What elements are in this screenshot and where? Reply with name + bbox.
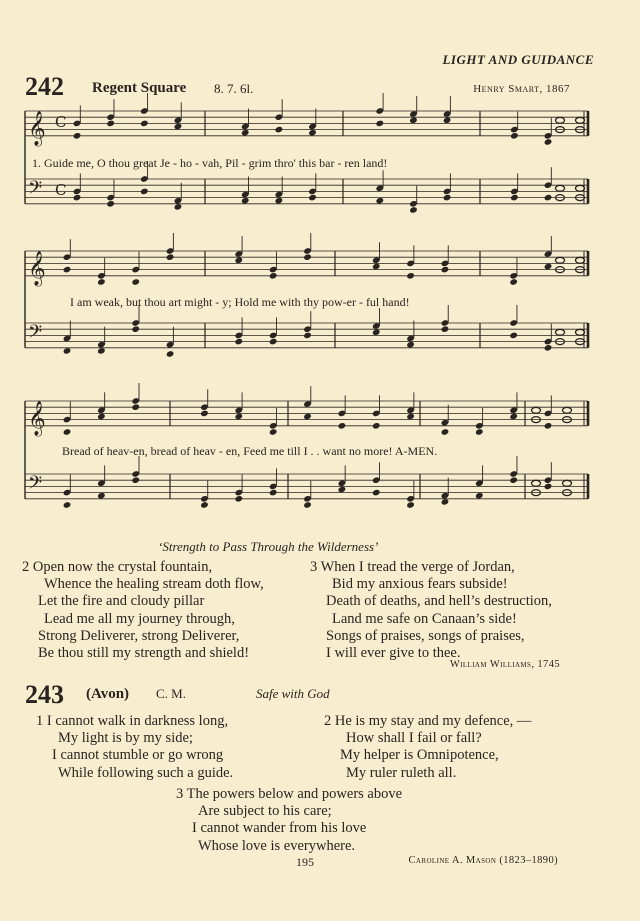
lyric-line-1: 1. Guide me, O thou great Je - ho - vah, Pil - grim thro' this bar - ren land!	[32, 156, 388, 170]
verse-line: Strong Deliverer, strong Deliverer,	[38, 627, 240, 644]
half-note-head	[576, 117, 585, 123]
verse-line: Let the fire and cloudy pillar	[38, 593, 205, 610]
note-head	[303, 253, 312, 261]
note-head	[372, 489, 381, 497]
note-head	[131, 325, 140, 333]
note-head	[166, 253, 175, 261]
note-head	[510, 132, 519, 140]
note-head	[372, 263, 381, 271]
note-head	[275, 197, 284, 205]
verse-line: Are subject to his care;	[198, 803, 332, 820]
verse-243-2	[324, 713, 531, 782]
section-title: LIGHT AND GUIDANCE	[442, 52, 594, 67]
treble-clef-icon: 𝄞	[28, 250, 46, 286]
meter-242: 8. 7. 6l.	[214, 81, 254, 96]
note-head	[63, 347, 72, 355]
note-head	[375, 197, 384, 205]
note-head	[372, 422, 381, 430]
verse-line: Bid my anxious fears subside!	[332, 576, 508, 593]
note-head	[241, 197, 250, 205]
verse-line: Death of deaths, and hell’s destruction,	[326, 593, 552, 610]
bass-clef-icon: 𝄢	[28, 322, 43, 347]
verse-line: 1 I cannot walk in darkness long,	[36, 713, 229, 729]
note-head	[303, 501, 312, 509]
note-head	[406, 413, 415, 421]
note-head	[269, 272, 278, 280]
note-head	[234, 495, 243, 503]
verse-243-3	[176, 786, 402, 855]
note-head	[234, 338, 243, 346]
verse-line: 3 The powers below and powers above	[176, 786, 403, 802]
note-head	[544, 344, 553, 352]
note-head	[131, 278, 140, 286]
half-note-head	[532, 480, 541, 486]
note-head	[406, 272, 415, 280]
tune-name-242: Regent Square	[92, 80, 187, 96]
note-head	[441, 428, 450, 436]
verse-line: Songs of praises, songs of praises,	[326, 627, 525, 644]
note-head	[443, 117, 452, 125]
note-head	[174, 123, 183, 131]
note-head	[174, 203, 183, 211]
bass-clef-icon: 𝄢	[28, 178, 43, 203]
note-head	[275, 126, 284, 134]
note-head	[375, 120, 384, 128]
verse-line: My helper is Omnipotence,	[340, 747, 499, 764]
note-head	[409, 117, 418, 125]
note-head	[308, 194, 317, 202]
note-head	[443, 194, 452, 202]
note-head	[544, 263, 553, 271]
verse-line: How shall I fail or fall?	[346, 730, 482, 747]
treble-clef-icon: 𝄞	[28, 110, 46, 146]
author-242: William Williams, 1745	[449, 659, 560, 670]
verse-line: Whose love is everywhere.	[198, 837, 356, 854]
note-head	[97, 492, 106, 500]
note-head	[63, 266, 72, 274]
half-note-head	[576, 329, 585, 335]
note-head	[544, 138, 553, 146]
note-head	[509, 413, 518, 421]
note-head	[97, 413, 106, 421]
note-head	[241, 129, 250, 137]
note-head	[510, 194, 519, 202]
hymn-242-subtitle: ‘Strength to Pass Through the Wilderness’	[158, 539, 379, 554]
note-head	[234, 413, 243, 421]
note-head	[372, 329, 381, 337]
verse-line: 2 Open now the crystal fountain,	[22, 559, 213, 575]
note-head	[140, 120, 149, 128]
verse-line: Be thou still my strength and shield!	[38, 645, 250, 662]
note-head	[73, 132, 82, 140]
hymn-243-subtitle: Safe with God	[256, 686, 330, 701]
verse-line: Land me safe on Canaan’s side!	[332, 610, 517, 627]
note-head	[441, 325, 450, 333]
verse-line: I cannot wander from his love	[192, 820, 367, 837]
note-head	[269, 428, 278, 436]
note-head	[441, 266, 450, 274]
note-head	[97, 278, 106, 286]
author-243: Caroline A. Mason (1823–1890)	[408, 855, 558, 866]
note-head	[303, 413, 312, 421]
note-head	[338, 486, 347, 494]
note-head	[131, 476, 140, 484]
bass-clef-icon: 𝄢	[28, 473, 43, 498]
note-head	[441, 498, 450, 506]
verse-line: 3 When I tread the verge of Jordan,	[310, 559, 515, 575]
note-head	[406, 341, 415, 349]
lyric-line-2: I am weak, but thou art might - y; Hold me with thy pow-er - ful hand!	[70, 295, 410, 309]
verse-line: My light is by my side;	[58, 730, 193, 747]
note-head	[509, 476, 518, 484]
note-head	[406, 501, 415, 509]
verse-242-3	[310, 559, 552, 662]
note-head	[544, 483, 553, 491]
composer-242: Henry Smart, 1867	[473, 83, 570, 95]
half-note-head	[563, 480, 572, 486]
note-head	[308, 129, 317, 137]
note-head	[509, 332, 518, 340]
verse-242-2	[22, 559, 264, 662]
page-number: 195	[296, 855, 314, 869]
half-note-head	[556, 257, 565, 263]
note-head	[166, 350, 175, 358]
verse-243-1	[36, 713, 233, 782]
lyric-line-3: Bread of heav-en, bread of heav - en, Feed me till I . . want no more! A-MEN.	[62, 444, 438, 458]
verse-line: I cannot stumble or go wrong	[52, 747, 224, 764]
meter-243: C. M.	[156, 686, 186, 701]
note-head	[544, 422, 553, 430]
half-note-head	[556, 329, 565, 335]
tune-name-243: (Avon)	[86, 686, 130, 702]
note-head	[338, 422, 347, 430]
verse-line: My ruler ruleth all.	[346, 764, 457, 781]
note-head	[131, 403, 140, 411]
time-signature: C	[55, 181, 67, 199]
note-head	[303, 332, 312, 340]
note-head	[409, 206, 418, 214]
time-signature: C	[55, 113, 67, 131]
verse-line: I will ever give to thee.	[326, 645, 461, 662]
verse-line: 2 He is my stay and my defence, —	[324, 713, 532, 729]
half-note-head	[576, 185, 585, 191]
note-head	[269, 489, 278, 497]
verse-line: Whence the healing stream doth flow,	[44, 576, 264, 593]
half-note-head	[556, 185, 565, 191]
treble-clef-icon: 𝄞	[28, 400, 46, 436]
note-head	[63, 501, 72, 509]
half-note-head	[556, 117, 565, 123]
note-head	[200, 501, 209, 509]
note-head	[73, 194, 82, 202]
half-note-head	[576, 257, 585, 263]
note-head	[269, 338, 278, 346]
note-head	[106, 120, 115, 128]
note-head	[97, 347, 106, 355]
note-head	[234, 257, 243, 265]
note-head	[475, 428, 484, 436]
verse-line: While following such a guide.	[58, 764, 234, 781]
note-head	[63, 428, 72, 436]
hymn-number-242: 242	[25, 72, 64, 101]
verse-line: Lead me all my journey through,	[44, 610, 235, 627]
half-note-head	[532, 407, 541, 413]
note-head	[509, 278, 518, 286]
half-note-head	[563, 407, 572, 413]
note-head	[200, 410, 209, 418]
note-head	[544, 194, 553, 202]
note-head	[475, 492, 484, 500]
note-head	[106, 200, 115, 208]
hymn-number-243: 243	[25, 680, 64, 709]
note-head	[140, 188, 149, 196]
